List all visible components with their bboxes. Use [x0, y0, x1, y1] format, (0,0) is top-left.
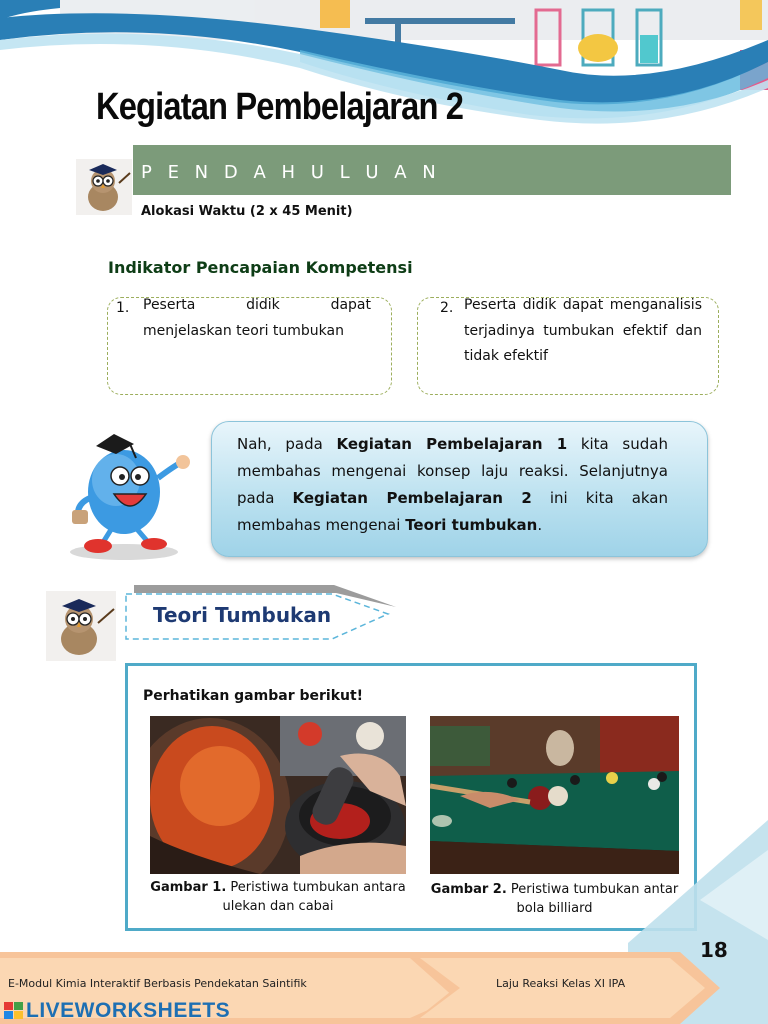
bubble-bold-term: Kegiatan Pembelajaran 1: [336, 435, 568, 453]
bubble-text-part: kita sudah membahas mengenai konsep laju reaksi. Selanjutnya pada: [237, 435, 668, 507]
indicator-heading: Indikator Pencapaian Kompetensi: [108, 258, 413, 277]
mascot-character-icon: [62, 428, 194, 562]
indicator-text: Peserta didik dapat menganalisis terjadinya tumbukan efektif dan tidak efektif: [464, 297, 702, 364]
section-title-pendahuluan: P E N D A H U L U A N: [141, 162, 441, 183]
figure-caption-text: Peristiwa tumbukan antar bola billiard: [506, 882, 679, 916]
section-title-teori-tumbukan: Teori Tumbukan: [153, 603, 332, 627]
liveworksheets-brand: LIVEWORKSHEETS: [26, 999, 231, 1022]
indicator-number: 2.: [440, 300, 454, 316]
indicator-number: 1.: [116, 300, 130, 316]
figure-caption-text: Peristiwa tumbukan antara ulekan dan cabai: [222, 880, 406, 914]
owl-teacher-icon: [76, 159, 132, 215]
speech-bubble-text: [237, 431, 668, 539]
footer-topic: Laju Reaksi Kelas XI IPA: [496, 977, 626, 990]
footer-decoration: [0, 820, 768, 1024]
figure-label: Gambar 2.: [430, 882, 507, 897]
figure-label: Gambar 1.: [150, 880, 227, 895]
indicator-text: Peserta didik dapat menjelaskan teori tumbukan: [143, 297, 371, 339]
bubble-bold-term: Teori tumbukan: [405, 516, 538, 534]
instruction-text: Perhatikan gambar berikut!: [143, 688, 364, 704]
bubble-bold-term: Kegiatan Pembelajaran 2: [292, 489, 532, 507]
page-title: Kegiatan Pembelajaran 2: [96, 86, 464, 128]
liveworksheets-logo-icon: [4, 1002, 24, 1020]
owl-teacher-icon: [46, 591, 116, 661]
bubble-text-part: Nah, pada: [237, 435, 337, 453]
footer-module-title: E-Modul Kimia Interaktif Berbasis Pendekatan Saintifik: [8, 977, 307, 990]
page-number: 18: [700, 938, 728, 962]
bubble-text-part: ini kita akan membahas mengenai: [237, 489, 669, 534]
indicator-box-2: [417, 297, 719, 395]
indicator-box-1: [107, 297, 392, 395]
bubble-text-part: .: [537, 516, 543, 534]
time-allocation: Alokasi Waktu (2 x 45 Menit): [141, 204, 353, 219]
